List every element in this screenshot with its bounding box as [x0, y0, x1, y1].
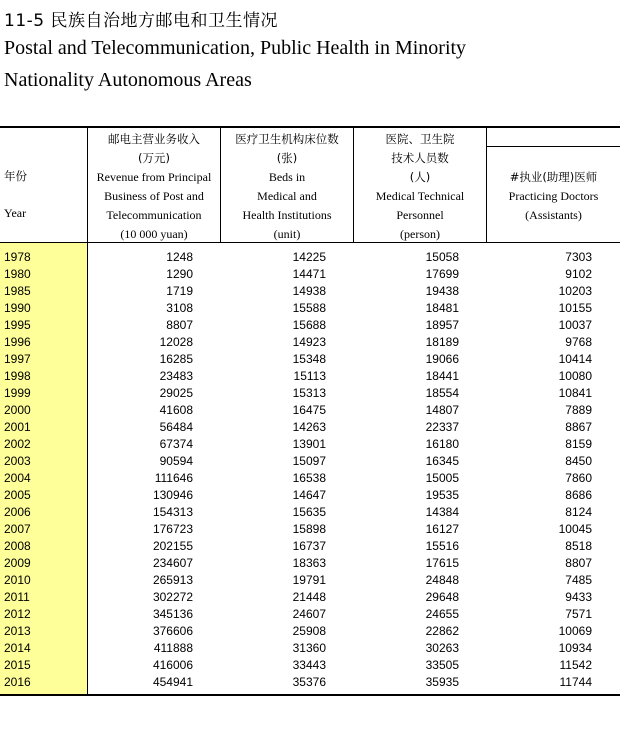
table-row — [0, 606, 620, 623]
table-row — [0, 283, 620, 300]
data-rows — [0, 249, 620, 691]
personnel-cell: 14384 — [425, 505, 459, 519]
year-cell: 2007 — [4, 522, 31, 536]
beds-cell: 14647 — [292, 488, 326, 502]
revenue-cell: 111646 — [154, 471, 193, 485]
doctors-cell: 10841 — [558, 386, 592, 400]
table-row — [0, 266, 620, 283]
table-row — [0, 249, 620, 266]
doctors-cell: 11542 — [559, 658, 592, 672]
year-cell: 2009 — [4, 556, 31, 570]
year-cell: 1997 — [4, 352, 31, 366]
revenue-cell: 376606 — [152, 624, 193, 638]
header-beds — [221, 130, 353, 244]
year-cell: 2010 — [4, 573, 31, 587]
title-en-line1: Postal and Telecommunication, Public Health in Minority — [4, 37, 467, 59]
doctors-cell: 8807 — [565, 556, 592, 570]
doctors-cell: 10080 — [558, 369, 592, 383]
personnel-cell: 17699 — [425, 267, 459, 281]
year-cell: 2014 — [4, 641, 31, 655]
table-row — [0, 657, 620, 674]
header-line: Beds in — [268, 170, 306, 184]
personnel-cell: 16345 — [425, 454, 459, 468]
table-row — [0, 385, 620, 402]
header-line: 医院、卫生院 — [385, 132, 455, 146]
revenue-cell: 1719 — [166, 284, 193, 298]
personnel-cell: 18189 — [425, 335, 459, 349]
header-revenue — [88, 130, 220, 244]
beds-cell: 33443 — [292, 658, 326, 672]
beds-cell: 15113 — [293, 369, 326, 383]
table-row — [0, 436, 620, 453]
table-row — [0, 453, 620, 470]
personnel-cell: 30263 — [425, 641, 459, 655]
personnel-cell: 15058 — [425, 250, 459, 264]
beds-cell: 15097 — [292, 454, 326, 468]
beds-cell: 24607 — [292, 607, 326, 621]
doctors-cell: 7303 — [565, 250, 592, 264]
personnel-cell: 18554 — [425, 386, 459, 400]
beds-cell: 14471 — [292, 267, 326, 281]
revenue-cell: 130946 — [152, 488, 193, 502]
beds-cell: 21448 — [292, 590, 326, 604]
doctors-cell: 8867 — [565, 420, 592, 434]
doctors-cell: 10414 — [558, 352, 592, 366]
header-line: Practicing Doctors — [508, 189, 599, 203]
revenue-cell: 345136 — [152, 607, 193, 621]
header-line: #执业(助理)医师 — [509, 170, 598, 184]
table-row — [0, 538, 620, 555]
beds-cell: 16475 — [292, 403, 326, 417]
year-cell: 2000 — [4, 403, 31, 417]
table-row — [0, 521, 620, 538]
header-line: 技术人员数 — [391, 151, 449, 165]
personnel-cell: 18481 — [425, 301, 459, 315]
table-row — [0, 674, 620, 691]
beds-cell: 13901 — [292, 437, 326, 451]
personnel-cell: 16127 — [425, 522, 459, 536]
personnel-cell: 24848 — [425, 573, 459, 587]
personnel-cell: 19066 — [425, 352, 459, 366]
beds-cell: 14263 — [292, 420, 326, 434]
year-cell: 2005 — [4, 488, 31, 502]
beds-cell: 15635 — [292, 505, 326, 519]
revenue-cell: 16285 — [159, 352, 193, 366]
beds-cell: 16737 — [292, 539, 326, 553]
revenue-cell: 1248 — [166, 250, 193, 264]
table-row — [0, 470, 620, 487]
title-cn: 11-5 民族自治地方邮电和卫生情况 — [4, 11, 278, 31]
year-cell: 1980 — [4, 267, 31, 281]
table-row — [0, 589, 620, 606]
header-line: 邮电主营业务收入 — [108, 132, 200, 146]
header-practicing-doctors — [487, 168, 620, 225]
beds-cell: 19791 — [292, 573, 326, 587]
table-row — [0, 402, 620, 419]
personnel-cell: 14807 — [425, 403, 459, 417]
beds-cell: 14225 — [292, 250, 326, 264]
personnel-cell: 33505 — [425, 658, 459, 672]
revenue-cell: 56484 — [159, 420, 193, 434]
title-en-line2: Nationality Autonomous Areas — [4, 69, 252, 91]
header-line: Medical Technical — [375, 189, 465, 203]
header-line: Revenue from Principal — [96, 170, 212, 184]
header-line: 医疗卫生机构床位数 — [235, 132, 339, 146]
header-line: Personnel — [396, 208, 444, 222]
doctors-cell: 7571 — [565, 607, 592, 621]
doctors-cell: 8159 — [565, 437, 592, 451]
revenue-cell: 416006 — [152, 658, 193, 672]
beds-cell: 14923 — [292, 335, 326, 349]
year-cell: 2006 — [4, 505, 31, 519]
table-row — [0, 572, 620, 589]
doctors-cell: 10203 — [558, 284, 592, 298]
year-cell: 2015 — [4, 658, 31, 672]
revenue-cell: 234607 — [152, 556, 193, 570]
doctors-cell: 10155 — [558, 301, 592, 315]
revenue-cell: 302272 — [152, 590, 193, 604]
doctors-cell: 11744 — [559, 675, 592, 689]
table-row — [0, 555, 620, 572]
revenue-cell: 265913 — [152, 573, 193, 587]
year-cell: 1990 — [4, 301, 31, 315]
doctors-cell: 9102 — [565, 267, 592, 281]
table-row — [0, 640, 620, 657]
header-line: (人) — [409, 170, 431, 184]
year-cell: 2003 — [4, 454, 31, 468]
revenue-cell: 3108 — [166, 301, 193, 315]
year-header-cn: 年份 — [4, 169, 27, 183]
header-line: (10 000 yuan) — [120, 227, 188, 241]
revenue-cell: 41608 — [159, 403, 193, 417]
table-row — [0, 317, 620, 334]
revenue-cell: 454941 — [152, 675, 193, 689]
revenue-cell: 67374 — [159, 437, 193, 451]
beds-cell: 15588 — [292, 301, 326, 315]
doctors-cell: 10045 — [558, 522, 592, 536]
year-header-en: Year — [4, 206, 27, 220]
table-row — [0, 623, 620, 640]
beds-cell: 15348 — [292, 352, 326, 366]
header-technical-personnel — [354, 130, 486, 244]
year-cell: 2011 — [4, 590, 30, 604]
header-line: (张) — [276, 151, 298, 165]
year-cell: 2002 — [4, 437, 31, 451]
doctors-cell: 7860 — [565, 471, 592, 485]
year-cell: 2012 — [4, 607, 31, 621]
table-row — [0, 419, 620, 436]
personnel-cell: 18957 — [425, 318, 459, 332]
beds-cell: 15313 — [292, 386, 326, 400]
beds-cell: 15688 — [292, 318, 326, 332]
header-line: Telecommunication — [106, 208, 202, 222]
revenue-cell: 90594 — [159, 454, 193, 468]
doctors-cell: 9768 — [565, 335, 592, 349]
beds-cell: 16538 — [292, 471, 326, 485]
header-line: (Assistants) — [525, 208, 582, 222]
header-line: Business of Post and — [104, 189, 204, 203]
header-line: (unit) — [273, 227, 301, 241]
personnel-cell: 18441 — [425, 369, 459, 383]
year-cell: 2001 — [4, 420, 31, 434]
revenue-cell: 202155 — [152, 539, 193, 553]
doctors-cell: 8686 — [565, 488, 592, 502]
table-row — [0, 504, 620, 521]
doctors-cell: 10037 — [558, 318, 592, 332]
table-row — [0, 351, 620, 368]
year-cell: 1978 — [4, 250, 31, 264]
revenue-cell: 176723 — [152, 522, 193, 536]
subheader-rule — [486, 146, 620, 147]
beds-cell: 31360 — [292, 641, 326, 655]
revenue-cell: 1290 — [166, 267, 193, 281]
header-line: (person) — [400, 227, 440, 241]
header-line: Medical and — [257, 189, 317, 203]
personnel-cell: 16180 — [425, 437, 459, 451]
year-cell: 1998 — [4, 369, 31, 383]
personnel-cell: 15005 — [425, 471, 459, 485]
table-top-rule — [0, 126, 620, 128]
table-bottom-rule — [0, 694, 620, 696]
header-line: Health Institutions — [242, 208, 332, 222]
doctors-cell: 10934 — [558, 641, 592, 655]
doctors-cell: 8450 — [565, 454, 592, 468]
table-row — [0, 334, 620, 351]
doctors-cell: 9433 — [565, 590, 592, 604]
doctors-cell: 8124 — [565, 505, 592, 519]
revenue-cell: 12028 — [159, 335, 193, 349]
personnel-cell: 15516 — [425, 539, 459, 553]
personnel-cell: 22862 — [425, 624, 459, 638]
year-cell: 2004 — [4, 471, 31, 485]
year-cell: 1999 — [4, 386, 31, 400]
revenue-cell: 8807 — [166, 318, 193, 332]
table-row — [0, 487, 620, 504]
year-cell: 1995 — [4, 318, 31, 332]
year-cell: 2013 — [4, 624, 31, 638]
doctors-cell: 7889 — [565, 403, 592, 417]
beds-cell: 25908 — [292, 624, 326, 638]
personnel-cell: 17615 — [425, 556, 459, 570]
personnel-cell: 19535 — [425, 488, 459, 502]
header-line: (万元) — [138, 151, 170, 165]
revenue-cell: 154313 — [152, 505, 193, 519]
doctors-cell: 7485 — [565, 573, 592, 587]
year-cell: 2016 — [4, 675, 31, 689]
revenue-cell: 29025 — [159, 386, 193, 400]
doctors-cell: 8518 — [565, 539, 592, 553]
personnel-cell: 29648 — [425, 590, 459, 604]
personnel-cell: 35935 — [425, 675, 459, 689]
personnel-cell: 24655 — [425, 607, 459, 621]
beds-cell: 14938 — [292, 284, 326, 298]
beds-cell: 18363 — [292, 556, 326, 570]
revenue-cell: 411888 — [153, 641, 193, 655]
year-cell: 2008 — [4, 539, 31, 553]
personnel-cell: 22337 — [425, 420, 459, 434]
beds-cell: 35376 — [292, 675, 326, 689]
year-cell: 1985 — [4, 284, 31, 298]
year-cell: 1996 — [4, 335, 31, 349]
doctors-cell: 10069 — [558, 624, 592, 638]
beds-cell: 15898 — [292, 522, 326, 536]
table-row — [0, 368, 620, 385]
personnel-cell: 19438 — [425, 284, 459, 298]
table-row — [0, 300, 620, 317]
revenue-cell: 23483 — [159, 369, 193, 383]
